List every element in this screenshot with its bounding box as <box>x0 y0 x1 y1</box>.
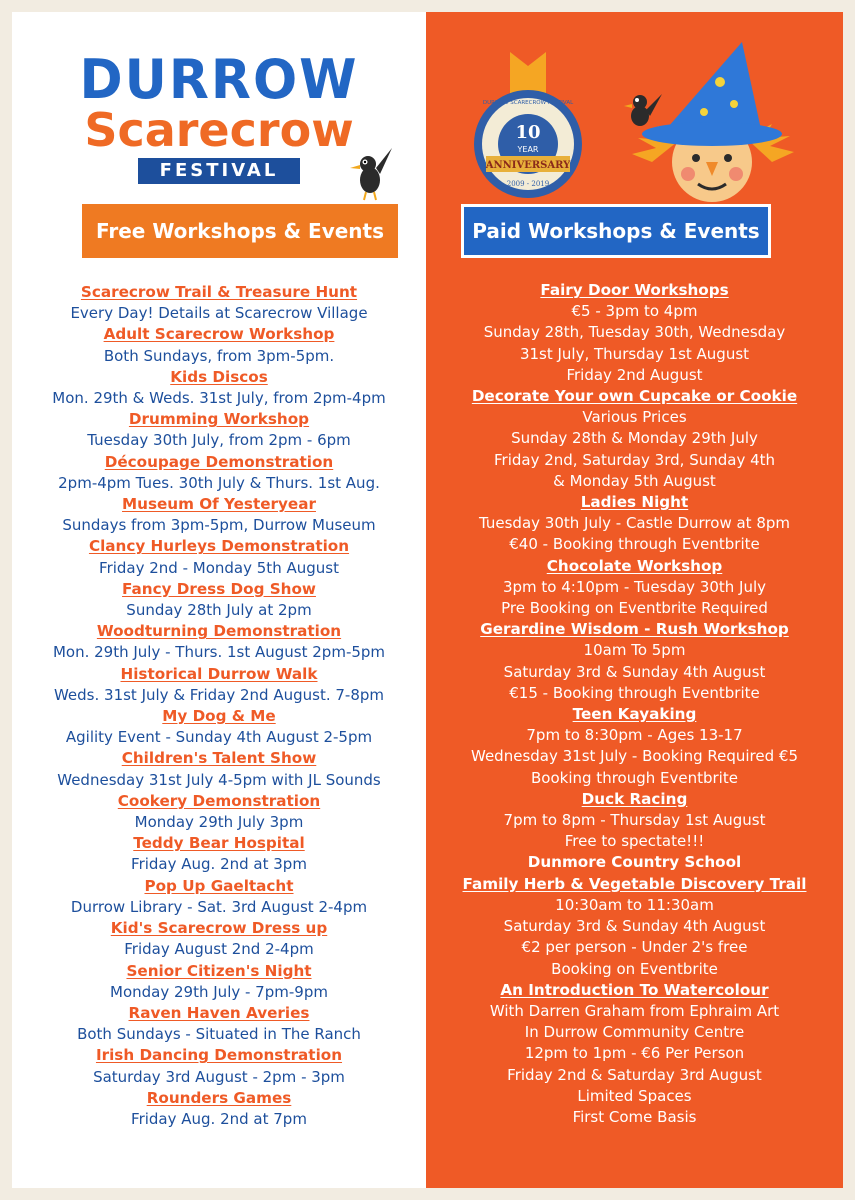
event-title: Découpage Demonstration <box>104 452 334 471</box>
event-title: Ladies Night <box>580 493 689 512</box>
paid-banner: Paid Workshops & Events <box>461 204 771 258</box>
event-title: Museum Of Yesteryear <box>122 495 316 514</box>
crow-icon <box>348 146 394 202</box>
event-detail: In Durrow Community Centre <box>524 1023 745 1042</box>
event-title: Clancy Hurleys Demonstration <box>88 537 350 556</box>
event-item <box>12 706 426 748</box>
event-item <box>426 789 843 853</box>
event-item <box>12 664 426 706</box>
event-title: Duck Racing <box>581 789 688 808</box>
free-events-list <box>12 282 426 1130</box>
event-detail: Saturday 3rd & Sunday 4th August <box>503 917 766 936</box>
event-detail: €15 - Booking through Eventbrite <box>509 683 760 702</box>
event-item <box>426 852 843 979</box>
event-item <box>12 748 426 790</box>
event-item <box>426 556 843 620</box>
event-detail: Mon. 29th July - Thurs. 1st August 2pm-5pm <box>52 643 386 662</box>
event-detail: Pre Booking on Eventbrite Required <box>501 599 768 618</box>
event-detail: Both Sundays - Situated in The Ranch <box>77 1025 361 1044</box>
event-title: Teen Kayaking <box>572 705 697 724</box>
event-detail: Monday 29th July 3pm <box>134 813 304 832</box>
event-title: Cookery Demonstration <box>117 791 321 810</box>
badge-year-label: YEAR <box>517 145 539 154</box>
event-title: Scarecrow Trail & Treasure Hunt <box>80 283 358 301</box>
event-detail: Durrow Library - Sat. 3rd August 2-4pm <box>70 897 368 916</box>
event-item <box>12 1088 426 1130</box>
event-item <box>12 324 426 366</box>
badge-years: 2009 - 2019 <box>506 180 550 188</box>
event-item <box>12 1045 426 1087</box>
event-title: Gerardine Wisdom - Rush Workshop <box>480 620 789 639</box>
event-title: Historical Durrow Walk <box>120 664 318 683</box>
event-detail: Booking through Eventbrite <box>531 768 738 787</box>
event-item <box>426 386 843 492</box>
event-title: Raven Haven Averies <box>128 1003 310 1022</box>
event-detail: Saturday 3rd & Sunday 4th August <box>503 662 766 681</box>
paid-events-list <box>426 280 843 1128</box>
event-detail: Free to spectate!!! <box>564 832 705 851</box>
event-detail: Tuesday 30th July - Castle Durrow at 8pm <box>478 514 790 533</box>
event-detail: Friday 2nd & Saturday 3rd August <box>507 1065 762 1084</box>
event-detail: 2pm-4pm Tues. 30th July & Thurs. 1st Aug. <box>58 473 380 492</box>
event-title: Irish Dancing Demonstration <box>95 1046 343 1065</box>
event-detail: Friday 2nd August <box>566 365 703 384</box>
event-detail: First Come Basis <box>572 1107 697 1126</box>
logo-durrow: DURROW <box>79 48 359 112</box>
event-item <box>12 282 426 324</box>
event-detail: €2 per person - Under 2's free <box>521 938 748 957</box>
event-title-line2: Family Herb & Vegetable Discovery Trail <box>462 874 807 893</box>
event-title: Rounders Games <box>146 1088 292 1107</box>
event-title: Senior Citizen's Night <box>126 961 312 980</box>
event-detail: Wednesday 31st July - Booking Required €5 <box>471 747 798 766</box>
event-detail: Both Sundays, from 3pm-5pm. <box>103 346 335 365</box>
event-detail: Tuesday 30th July, from 2pm - 6pm <box>87 431 351 450</box>
event-title: Adult Scarecrow Workshop <box>103 325 335 344</box>
event-detail: & Monday 5th August <box>553 471 716 490</box>
event-detail: With Darren Graham from Ephraim Art <box>489 1001 780 1020</box>
event-detail: Sunday 28th, Tuesday 30th, Wednesday <box>483 323 786 342</box>
badge-anniversary: ANNIVERSARY <box>485 160 571 171</box>
event-item <box>426 619 843 704</box>
event-item <box>12 876 426 918</box>
badge-top-text: DURROW SCARECROW FESTIVAL <box>482 100 574 106</box>
event-title: Children's Talent Show <box>121 749 317 768</box>
event-detail: Limited Spaces <box>577 1086 692 1105</box>
event-title: Dunmore Country School <box>527 853 742 872</box>
event-detail: Saturday 3rd August - 2pm - 3pm <box>93 1067 345 1086</box>
event-title: Drumming Workshop <box>128 410 310 429</box>
event-detail: Sunday 28th July at 2pm <box>126 601 312 620</box>
event-detail: 31st July, Thursday 1st August <box>519 344 750 363</box>
event-detail: €40 - Booking through Eventbrite <box>509 535 760 554</box>
event-item <box>12 791 426 833</box>
event-detail: Friday August 2nd 2-4pm <box>124 940 314 959</box>
event-detail: Monday 29th July - 7pm-9pm <box>110 982 328 1001</box>
event-detail: 7pm to 8:30pm - Ages 13-17 <box>526 726 743 745</box>
free-events-panel <box>12 12 426 1188</box>
event-item <box>12 452 426 494</box>
event-detail: Friday Aug. 2nd at 7pm <box>131 1109 307 1128</box>
event-title: Fancy Dress Dog Show <box>122 579 316 598</box>
event-item <box>12 494 426 536</box>
event-item <box>426 280 843 386</box>
event-item <box>12 536 426 578</box>
event-title: My Dog & Me <box>162 707 276 726</box>
event-item <box>12 409 426 451</box>
event-detail: 12pm to 1pm - €6 Per Person <box>524 1044 745 1063</box>
event-item <box>426 980 843 1128</box>
event-item <box>12 833 426 875</box>
event-title: Chocolate Workshop <box>546 556 723 575</box>
event-item <box>12 367 426 409</box>
event-title: Kid's Scarecrow Dress up <box>110 919 328 938</box>
event-detail: Weds. 31st July & Friday 2nd August. 7-8pm <box>53 685 385 704</box>
event-detail: Mon. 29th & Weds. 31st July, from 2pm-4pm <box>52 389 386 408</box>
anniversary-badge <box>468 52 588 202</box>
event-title: Decorate Your own Cupcake or Cookie <box>471 387 798 406</box>
scarecrow-icon <box>622 42 802 202</box>
event-detail: Agility Event - Sunday 4th August 2-5pm <box>65 728 373 747</box>
event-title: Pop Up Gaeltacht <box>144 876 294 895</box>
event-item <box>426 492 843 556</box>
event-item <box>12 621 426 663</box>
event-detail: €5 - 3pm to 4pm <box>571 302 698 321</box>
logo-scarecrow: Scarecrow <box>84 103 354 157</box>
event-item <box>12 918 426 960</box>
event-detail: Friday 2nd, Saturday 3rd, Sunday 4th <box>493 450 776 469</box>
event-detail: 7pm to 8pm - Thursday 1st August <box>503 811 766 830</box>
free-banner: Free Workshops & Events <box>82 204 398 258</box>
event-detail: 10:30am to 11:30am <box>555 895 714 914</box>
event-title: Teddy Bear Hospital <box>133 834 305 853</box>
paid-events-panel <box>426 12 843 1188</box>
event-detail: Friday Aug. 2nd at 3pm <box>131 855 307 874</box>
event-detail: Booking on Eventbrite <box>551 959 718 978</box>
event-detail: Sunday 28th & Monday 29th July <box>511 429 758 448</box>
event-title: Woodturning Demonstration <box>96 622 342 641</box>
event-detail: 10am To 5pm <box>583 641 686 660</box>
event-detail: Sundays from 3pm-5pm, Durrow Museum <box>62 516 376 535</box>
event-detail: 3pm to 4:10pm - Tuesday 30th July <box>502 577 767 596</box>
logo-festival: FESTIVAL <box>138 158 301 184</box>
event-item <box>426 704 843 789</box>
event-title: Fairy Door Workshops <box>540 281 729 299</box>
badge-number: 10 <box>515 122 541 143</box>
event-detail: Wednesday 31st July 4-5pm with JL Sounds <box>57 770 381 789</box>
event-title: Kids Discos <box>170 367 268 386</box>
event-item <box>12 961 426 1003</box>
event-detail: Various Prices <box>582 408 687 427</box>
event-detail: Friday 2nd - Monday 5th August <box>99 558 339 577</box>
event-item <box>12 1003 426 1045</box>
event-item <box>12 579 426 621</box>
event-detail: Every Day! Details at Scarecrow Village <box>70 304 368 323</box>
event-title: An Introduction To Watercolour <box>500 980 769 999</box>
